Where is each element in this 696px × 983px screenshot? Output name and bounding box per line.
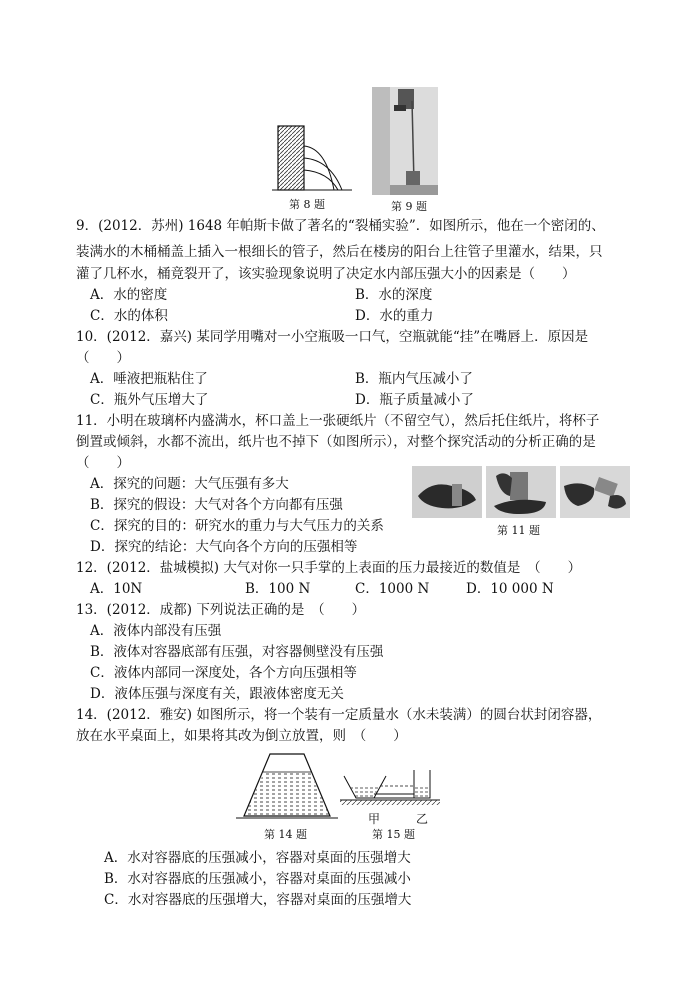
question-12-option-a[interactable]: A．10N xyxy=(90,581,143,597)
question-13-line-1: 13．(2012．成都) 下列说法正确的是 （ ） xyxy=(76,602,366,618)
figure-14-caption: 第 14 题 xyxy=(264,828,307,841)
question-9-option-b[interactable]: B．水的深度 xyxy=(355,287,433,303)
figure-11-caption: 第 11 题 xyxy=(497,524,540,537)
figure-9-photo xyxy=(372,87,438,195)
figure-15-vessels-diagram xyxy=(340,762,440,812)
figure-8-caption: 第 8 题 xyxy=(289,198,325,211)
figure-11-photo-1 xyxy=(412,466,482,518)
question-14-line-1: 14．(2012．雅安) 如图所示，将一个装有一定质量水（水未装满）的圆台状封闭容器， xyxy=(76,707,602,723)
question-11-option-d[interactable]: D．探究的结论：大气向各个方向的压强相等 xyxy=(90,539,358,555)
question-10-option-d[interactable]: D．瓶子质量减小了 xyxy=(355,392,474,408)
question-11-option-a[interactable]: A．探究的问题：大气压强有多大 xyxy=(90,476,289,492)
figure-8-barrel-diagram xyxy=(268,118,358,196)
question-12-option-c[interactable]: C．1000 N xyxy=(355,581,430,597)
question-14-line-2: 放在水平桌面上，如果将其改为倒立放置，则 （ ） xyxy=(76,728,407,744)
question-14-option-a[interactable]: A．水对容器底的压强减小，容器对桌面的压强增大 xyxy=(104,850,411,866)
question-10-option-a[interactable]: A．唾液把瓶粘住了 xyxy=(90,371,208,387)
question-11-option-c[interactable]: C．探究的目的：研究水的重力与大气压力的关系 xyxy=(90,518,384,534)
figure-15-label-right: 乙 xyxy=(416,812,429,826)
figure-11-photo-2 xyxy=(486,466,556,518)
question-9-line-1: 9．(2012．苏州) 1648 年帕斯卡做了著名的“裂桶实验”．如图所示，他在一个密闭的、 xyxy=(76,218,605,234)
question-14-option-c[interactable]: C．水对容器底的压强增大，容器对桌面的压强增大 xyxy=(104,892,412,908)
question-12-option-b[interactable]: B．100 N xyxy=(245,581,311,597)
question-13-option-c[interactable]: C．液体内部同一深度处，各个方向压强相等 xyxy=(90,665,357,681)
question-11-line-3: （ ） xyxy=(76,455,130,471)
question-10-option-c[interactable]: C．瓶外气压增大了 xyxy=(90,392,209,408)
question-10-line-1: 10．(2012．嘉兴) 某同学用嘴对一小空瓶吸一口气，空瓶就能“挂”在嘴唇上．原因是 xyxy=(76,329,589,345)
question-12-option-d[interactable]: D．10 000 N xyxy=(466,581,554,597)
question-14-option-b[interactable]: B．水对容器底的压强减小，容器对桌面的压强减小 xyxy=(104,871,411,887)
figure-9-caption: 第 9 题 xyxy=(391,200,427,213)
question-9-line-2: 装满水的木桶桶盖上插入一根细长的管子，然后在楼房的阳台上往管子里灌水，结果，只 xyxy=(76,244,603,260)
figure-11-photo-3 xyxy=(560,466,630,518)
figure-15-caption: 第 15 题 xyxy=(372,828,415,841)
question-11-line-2: 倒置或倾斜，水都不流出，纸片也不掉下（如图所示），对整个探究活动的分析正确的是 xyxy=(76,434,596,450)
question-13-option-b[interactable]: B．液体对容器底部有压强，对容器侧壁没有压强 xyxy=(90,644,384,660)
question-9-option-d[interactable]: D．水的重力 xyxy=(355,308,434,324)
question-12-line-1: 12．(2012．盐城模拟) 大气对你一只手掌的上表面的压力最接近的数值是 （ ） xyxy=(76,560,582,576)
question-10-option-b[interactable]: B．瓶内气压减小了 xyxy=(355,371,473,387)
question-9-option-c[interactable]: C．水的体积 xyxy=(90,308,168,324)
question-9-line-3: 灌了几杯水，桶竟裂开了，该实验现象说明了决定水内部压强大小的因素是（ ） xyxy=(76,266,576,282)
figure-15-label-left: 甲 xyxy=(368,812,381,826)
figure-14-frustum-diagram xyxy=(236,748,338,824)
question-13-option-d[interactable]: D．液体压强与深度有关，跟液体密度无关 xyxy=(90,686,344,702)
question-10-line-2: （ ） xyxy=(76,350,130,366)
question-13-option-a[interactable]: A．液体内部没有压强 xyxy=(90,623,222,639)
question-9-option-a[interactable]: A．水的密度 xyxy=(90,287,168,303)
question-11-line-1: 11．小明在玻璃杯内盛满水，杯口盖上一张硬纸片（不留空气），然后托住纸片，将杯子 xyxy=(76,413,600,429)
question-11-option-b[interactable]: B．探究的假设：大气对各个方向都有压强 xyxy=(90,497,343,513)
